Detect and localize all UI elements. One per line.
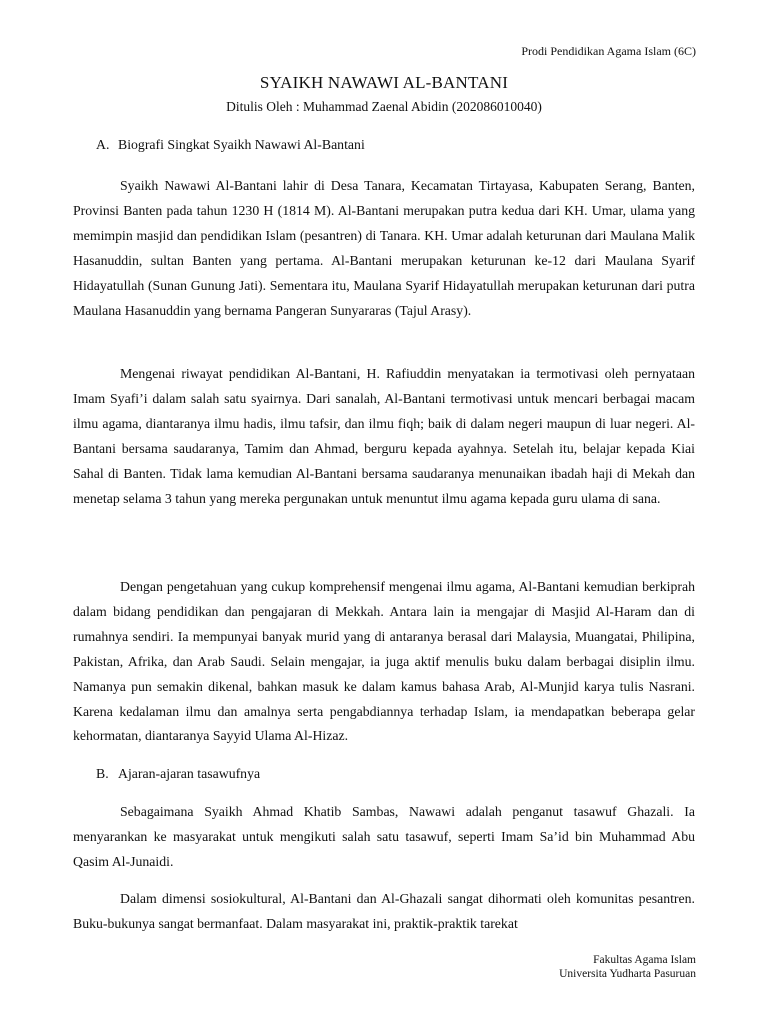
section-heading-b bbox=[96, 766, 260, 782]
section-letter: B. bbox=[96, 766, 109, 781]
author-byline: Ditulis Oleh : Muhammad Zaenal Abidin (202086010040) bbox=[226, 99, 542, 114]
program-header: Prodi Pendidikan Agama Islam (6C) bbox=[521, 44, 696, 58]
paragraph: Dengan pengetahuan yang cukup komprehensif mengenai ilmu agama, Al-Bantani kemudian berkiprah dalam bidang pendidikan dan pengajaran di Mekkah. Antara lain ia mengajar di Masjid Al-Haram dan di rumahnya sendiri. Ia mempunyai banyak murid yang di antaranya berasal dari Malaysia, Muangatai, Philipina, Pakistan, Afrika, dan Arab Saudi. Selain mengajar, ia juga aktif menulis buku dalam berbagai disiplin ilmu. Namanya pun semakin dikenal, bahkan masuk ke dalam kamus bahasa Arab, Al-Munjid karya tulis Nasrani. Karena kedalaman ilmu dan amalnya serta pengabdiannya terhadap Islam, ia mendapatkan beberapa gelar kehormatan, diantaranya Sayyid Ulama Al-Hizaz. bbox=[73, 579, 695, 744]
section-heading-a bbox=[96, 137, 365, 153]
page-title: SYAIKH NAWAWI AL-BANTANI bbox=[259, 73, 509, 92]
page-footer bbox=[559, 953, 696, 981]
paragraph: Dalam dimensi sosiokultural, Al-Bantani dan Al-Ghazali sangat dihormati oleh komunitas pesantren. Buku-bukunya sangat bermanfaat. Dalam masyarakat ini, praktik-praktik tarekat bbox=[73, 891, 695, 931]
faculty-name: Fakultas Agama Islam bbox=[593, 954, 696, 966]
section-title: Biografi Singkat Syaikh Nawawi Al-Bantani bbox=[118, 137, 365, 152]
paragraph: Syaikh Nawawi Al-Bantani lahir di Desa Tanara, Kecamatan Tirtayasa, Kabupaten Serang, Banten, Provinsi Banten pada tahun 1230 H (1814 M). Al-Bantani merupakan putra kedua dari KH. Umar, ulama yang memimpin masjid dan pendidikan Islam (pesantren) di Tanara. KH. Umar adalah keturunan dari Maulana Malik Hasanuddin, sultan Banten yang pertama. Al-Bantani merupakan keturunan ke-12 dari Maulana Syarif Hidayatullah (Sunan Gunung Jati). Sementara itu, Maulana Syarif Hidayatullah merupakan keturunan dari putra Maulana Hasanuddin yang bernama Pangeran Sunyararas (Tajul Arasy). bbox=[73, 178, 695, 318]
section-title: Ajaran-ajaran tasawufnya bbox=[118, 766, 261, 781]
paragraph: Mengenai riwayat pendidikan Al-Bantani, H. Rafiuddin menyatakan ia termotivasi oleh pernyataan Imam Syafi’i dalam salah satu syairnya. Dari sanalah, Al-Bantani termotivasi untuk mencari berbagai macam ilmu agama, diantaranya ilmu hadis, ilmu tafsir, dan ilmu fiqh; baik di dalam negeri maupun di luar negeri. Al-Bantani bersama saudaranya, Tamim dan Ahmad, berguru kepada ayahnya. Setelah itu, belajar kepada Kiai Sahal di Banten. Tidak lama kemudian Al-Bantani bersama saudaranya menunaikan ibadah haji di Mekah dan menetap selama 3 tahun yang mereka pergunakan untuk menuntut ilmu agama kepada guru ulama di sana. bbox=[73, 366, 695, 506]
section-letter: A. bbox=[96, 137, 110, 152]
university-name: Universita Yudharta Pasuruan bbox=[559, 968, 696, 980]
paragraph: Sebagaimana Syaikh Ahmad Khatib Sambas, Nawawi adalah penganut tasawuf Ghazali. Ia menyarankan ke masyarakat untuk mengikuti salah satu tasawuf, seperti Imam Sa’id bin Muhammad Abu Qasim Al-Junaidi. bbox=[73, 804, 695, 869]
